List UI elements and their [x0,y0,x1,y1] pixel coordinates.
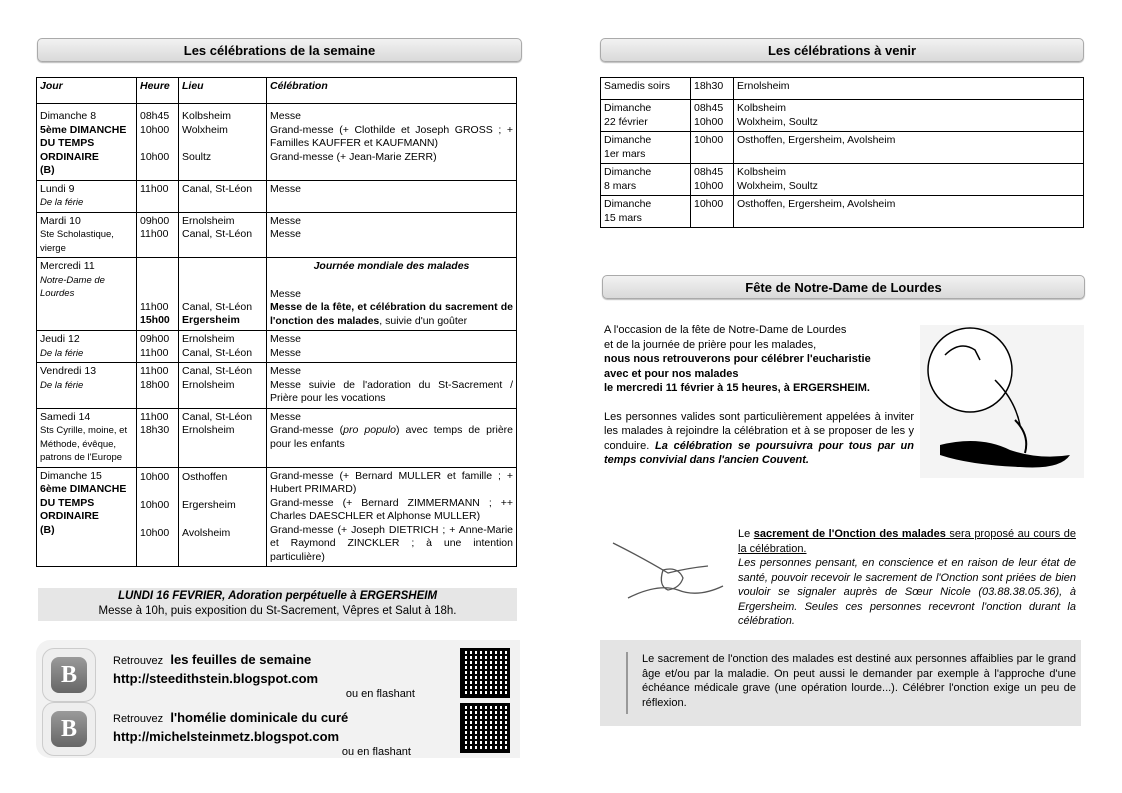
upcoming-hour: 10h00 [694,179,724,192]
hour: 10h00 [140,150,170,163]
celebration: Messe suivie de l'adoration du St-Sacrement / Prière pour les vocations [270,378,513,404]
upcoming-day: Samedis soirs [601,78,691,100]
celebration-title: Journée mondiale des malades [313,260,470,272]
place: Ergersheim [182,314,240,326]
blog-1-url[interactable]: http://steedithstein.blogspot.com [113,671,319,686]
place: Ernolsheim [182,333,235,345]
adoration-box [38,588,517,621]
note-text: Le sacrement de l'onction des malades est destiné aux personnes affaiblies par le grand âge et/ou par la maladie. On peut aussi le demander par exemple à l'approche d'une échéance médicale grave (une opération lourde...). Célébrer l'onction exige un peu de réflexion. [642,653,1076,709]
table-row [601,164,1084,196]
upcoming-date: 22 février [604,115,648,128]
blog-1-flash: ou en flashant [345,688,415,700]
upcoming-hour: 08h45 [694,102,724,114]
onction-sacrament: sacrement de l'Onction des malades [753,528,946,540]
upcoming-place: Kolbsheim [737,102,787,114]
blogger-logo-icon: B [42,702,96,756]
celebration: Grand-messe (+ Joseph DIETRICH ; + Anne-Marie et Raymond ZINCKLER ; à une intention particulière) [270,523,513,563]
celebration [270,424,513,451]
upcoming-date: 1er mars [604,147,646,160]
onction-pre: Le [738,528,754,540]
table-row [37,104,517,181]
place: Ernolsheim [182,424,235,436]
upcoming-hour: 08h45 [694,166,724,178]
upcoming-title: Les célébrations à venir [600,38,1084,62]
hour: 11h00 [140,182,169,195]
lourdes-line: et de la journée de prière pour les malades, [604,338,817,351]
day-note: De la férie [40,347,84,359]
blog-1-pre: Retrouvez [113,655,164,667]
place: Canal, St-Léon [182,182,253,195]
table-row [37,331,517,363]
hour: 09h00 [140,333,170,345]
celebration-italic: pro populo [343,424,396,436]
celebration [270,301,513,328]
table-row [601,196,1084,228]
onction-instructions: Les personnes pensant, en conscience et en raison de leur état de santé, pouvoir recevoir le sacrement de l'Onction sont priées de bien vouloir se signaler auprès de Sœur Nicole (03.88.38.05.36), à Ergersheim. Seules ces personnes recevront l'onction durant la célébration. [738,557,1076,627]
upcoming-day: Dimanche [604,198,652,210]
hour: 08h45 [140,110,170,122]
hour: 10h00 [140,123,170,136]
note-box [600,640,1081,726]
hour: 15h00 [140,314,170,326]
upcoming-hour: 10h00 [694,134,724,146]
table-row [37,467,517,567]
place: Ernolsheim [182,214,235,227]
celebration-tail: , suivie d'un goûter [379,314,468,327]
upcoming-hour: 10h00 [694,198,724,210]
blog-1-title: les feuilles de semaine [170,652,312,667]
lourdes-line: A l'occasion de la fête de Notre-Dame de Lourdes [604,324,847,336]
onction-post: sera proposé au cours de la célébration. [738,528,1076,555]
upcoming-hour: 18h30 [691,78,734,100]
table-row [37,258,517,331]
place: Osthoffen [182,470,228,483]
lourdes-title: Fête de Notre-Dame de Lourdes [602,275,1085,299]
header-heure: Heure [137,78,179,104]
liturgical-day: ORDINAIRE [40,150,99,163]
day-note: De la férie [40,197,84,208]
celebration: Messe [270,110,301,122]
day-name: Lundi 9 [40,182,75,195]
upcoming-hour: 10h00 [694,115,724,128]
day-note: De la férie [40,379,84,391]
table-row [37,212,517,258]
hour: 10h00 [140,470,170,483]
day-name: Mardi 10 [40,214,81,227]
place: Ergersheim [182,498,236,511]
hour: 09h00 [140,214,170,227]
celebration-post: ) avec temps de prière pour les enfants [270,424,513,450]
upcoming-place: Kolbsheim [737,166,787,178]
holding-hands-icon [608,528,728,613]
liturgical-day: 5ème DIMANCHE [40,123,127,136]
celebration: Messe [270,333,301,345]
place: Avolsheim [182,526,231,539]
hour: 11h00 [140,346,169,359]
liturgical-day: DU TEMPS [40,137,95,149]
liturgical-day: DU TEMPS [40,496,95,509]
celebration: Grand-messe (+ Bernard MULLER et famille ; + Hubert PRIMARD) [270,469,513,495]
table-row [601,78,1084,100]
lourdes-paragraph: Les personnes valides sont particulièrement appelées à inviter les malades à rejoindre la célébration et à se proposer de les y conduire. [604,410,914,452]
table-row [37,180,517,212]
celebration: Messe [270,228,301,240]
healing-illustration-icon [920,325,1084,478]
day-name: Dimanche 15 [40,469,102,482]
liturgical-day: 6ème DIMANCHE [40,483,127,495]
day-note: Sts Cyrille, moine, et Méthode, évêque, patrons de l'Europe [40,425,128,463]
upcoming-date: 15 mars [604,211,642,224]
table-row [601,132,1084,164]
place [182,137,263,151]
upcoming-place: Osthoffen, Ergersheim, Avolsheim [737,134,896,146]
celebration: Grand-messe (+ Bernard ZIMMERMANN ; ++ Charles DAESCHLER et Alphonse MULLER) [270,496,513,522]
celebration: Grand-messe (+ Jean-Marie ZERR) [270,150,437,163]
upcoming-day: Dimanche [604,134,652,146]
lourdes-paragraph-emphasis: La célébration se poursuivra pour tous par un temps convivial dans l'ancien Couvent. [604,439,914,466]
week-title: Les célébrations de la semaine [37,38,522,62]
celebration: Grand-messe (+ Clothilde et Joseph GROSS ; + Familles KAUFFER et KAUFMANN) [270,123,513,149]
table-row [37,408,517,467]
blog-1 [113,651,443,701]
upcoming-day: Dimanche [604,102,652,114]
header-celebration: Célébration [267,78,517,104]
liturgical-day: (B) [40,523,55,536]
day-name: Samedi 14 [40,410,91,423]
blog-2-pre: Retrouvez [113,713,164,725]
celebration: Messe [270,182,301,195]
hour: 10h00 [140,498,170,511]
qr-code-icon[interactable] [460,648,510,698]
adoration-title: LUNDI 16 FEVRIER, Adoration perpétuelle à ERGERSHEIM [117,590,438,602]
upcoming-place: Ernolsheim [734,78,1084,100]
qr-code-icon[interactable] [460,703,510,753]
lourdes-bold-line: le mercredi 11 février à 15 heures, à ERGERSHEIM. [604,382,870,394]
blogger-logo-icon: B [42,648,96,702]
place: Canal, St-Léon [182,228,253,240]
header-jour: Jour [37,78,137,104]
hour: 11h00 [140,410,169,423]
celebration-bold: Messe de la fête, et célébration du sacrement de l'onction des malades [270,301,513,327]
hour: 10h00 [140,526,170,539]
celebration: Messe [270,410,301,423]
table-row [37,363,517,409]
blog-2-url[interactable]: http://michelsteinmetz.blogspot.com [113,729,340,744]
place: Canal, St-Léon [182,410,253,423]
blog-2-title: l'homélie dominicale du curé [170,710,349,725]
upcoming-table [600,77,1084,228]
hour: 11h00 [140,365,169,377]
place: Wolxheim [182,123,228,136]
place: Soultz [182,150,212,163]
day-note: Ste Scholastique, vierge [40,229,114,254]
place: Kolbsheim [182,110,232,122]
celebration: Messe [270,346,301,359]
lourdes-intro [604,323,914,468]
place: Canal, St-Léon [182,365,253,377]
blog-2 [113,709,443,759]
hour: 11h00 [140,300,169,313]
place: Canal, St-Léon [182,300,253,313]
adoration-text: Messe à 10h, puis exposition du St-Sacrement, Vêpres et Salut à 18h. [98,605,457,617]
place: Canal, St-Léon [182,346,253,359]
onction-text [738,527,1076,629]
upcoming-place: Osthoffen, Ergersheim, Avolsheim [737,198,896,210]
upcoming-place: Wolxheim, Soultz [737,179,818,192]
celebration: Messe [270,287,301,300]
header-lieu: Lieu [179,78,267,104]
celebration: Messe [270,214,301,227]
day-name: Dimanche 8 [40,110,97,122]
day-note: Notre-Dame de Lourdes [40,274,105,299]
place: Ernolsheim [182,378,235,391]
celebration: Messe [270,365,301,377]
hour: 18h00 [140,378,170,391]
lourdes-bold-line: avec et pour nos malades [604,367,739,380]
blog-2-flash: ou en flashant [341,746,411,758]
week-table [36,77,517,567]
day-name: Mercredi 11 [40,260,95,272]
day-name: Jeudi 12 [40,333,80,345]
day-name: Vendredi 13 [40,365,97,377]
lourdes-bold-line: nous nous retrouverons pour célébrer l'eucharistie [604,353,871,365]
hour [140,137,175,151]
celebration-pre: Grand-messe ( [270,424,344,436]
hour: 18h30 [140,424,170,436]
upcoming-date: 8 mars [604,179,637,192]
liturgical-day: ORDINAIRE [40,510,99,522]
upcoming-day: Dimanche [604,166,652,178]
table-row [601,100,1084,132]
upcoming-place: Wolxheim, Soultz [737,115,818,128]
liturgical-day: (B) [40,164,55,176]
hour: 11h00 [140,228,169,240]
